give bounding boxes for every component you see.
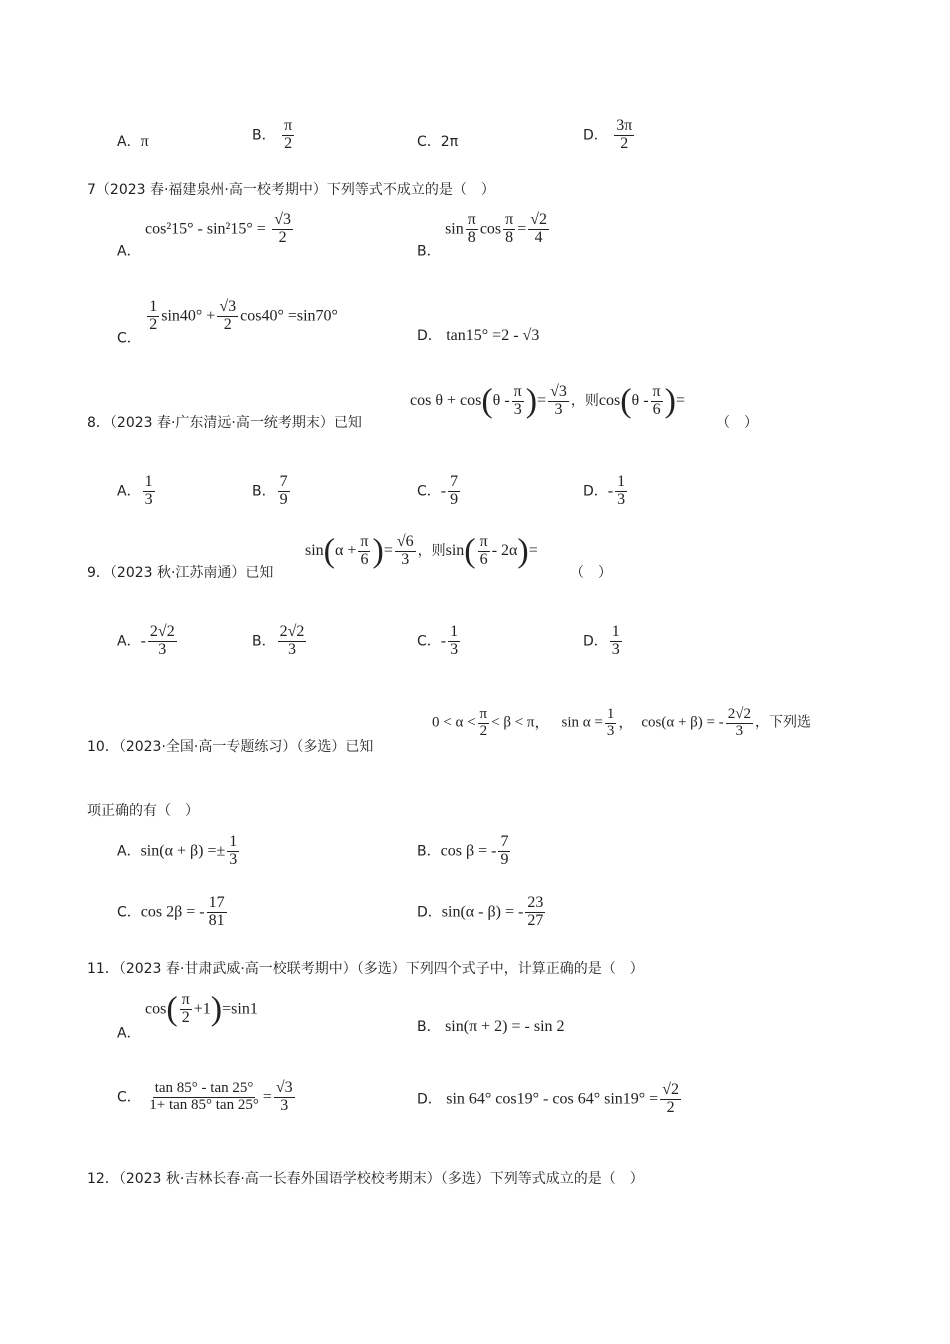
q7-option-b (417, 212, 551, 260)
numerator: π (505, 211, 514, 228)
denominator: 1+ tan 85° tan 25° (149, 1096, 259, 1113)
option-label: A． (117, 843, 141, 860)
expression: cos(α + β) = - (641, 714, 724, 731)
q11-stem: 11．（2023 春·甘肃武威·高一校联考期中）（多选）下列四个式子中，计算正确的是（ ） (87, 961, 644, 977)
numerator: √3 (275, 1079, 293, 1096)
denominator: 2 (666, 1098, 675, 1116)
numerator: √3 (274, 211, 292, 228)
fraction (525, 895, 545, 930)
connector: ，则 (417, 542, 446, 559)
fraction (147, 1081, 261, 1114)
fraction (278, 624, 307, 659)
option-label: A． (117, 633, 141, 650)
expression: cos β = - (440, 842, 497, 860)
fraction (512, 384, 524, 419)
fraction (282, 118, 294, 153)
numerator: π (513, 383, 522, 400)
denominator: 4 (534, 228, 543, 246)
denominator: 3 (229, 850, 238, 868)
fraction (726, 707, 753, 740)
fraction (358, 534, 370, 569)
q12-stem: 12．（2023 秋·吉林长春·高一长春外国语学校校考期末）（多选）下列等式成立的是（ ） (87, 1171, 644, 1187)
q8-given-expression: cos θ + cos(θ - $\frac{\pi}{3}$ )= $\frac{√3}{3}$ ，则cos(θ - $\frac{\pi}{6}$ )= (410, 382, 685, 420)
q7-option-d (417, 325, 539, 345)
q10-option-a (117, 834, 241, 869)
numerator: 17 (208, 894, 225, 911)
expression: cos (598, 391, 621, 409)
numerator: π (479, 533, 488, 550)
option-label: D． (583, 127, 608, 144)
equals: = (537, 391, 547, 409)
q7-stem: 7（2023 春·福建泉州·高一校考期中）下列等式不成立的是（ ） (87, 182, 495, 198)
expression: 0 < α < (432, 714, 476, 731)
q10-option-c (117, 895, 229, 930)
expression: cos θ + cos (410, 391, 482, 409)
denominator: 2 (479, 722, 488, 739)
stem-tail: ，下列选 (754, 714, 811, 731)
numerator: π (284, 117, 293, 134)
numerator: 3π (616, 117, 633, 134)
expression: +1 (193, 1000, 211, 1018)
numerator: π (479, 706, 488, 722)
numerator: 2√2 (279, 623, 305, 640)
fraction (548, 384, 569, 419)
fraction (278, 474, 290, 509)
q9-option-c (417, 624, 462, 659)
option-value: 2π (440, 134, 459, 150)
numerator: 1 (611, 623, 620, 640)
q10-option-b (417, 834, 512, 869)
expression: θ - (492, 391, 510, 409)
q9-given-expression: sin(α + $\frac{\pi}{6}$ )= $\frac{√6}{3}$ ，则sin( $\frac{\pi}{6}$ - 2α)= (305, 532, 538, 570)
denominator: 3 (450, 640, 459, 658)
option-label: D． (417, 904, 442, 921)
numerator: √3 (219, 298, 237, 315)
q10-stem-label: 10．（2023·全国·高一专题练习）（多选）已知 (87, 739, 374, 755)
numerator: 7 (450, 473, 459, 490)
q8-stem-label: 8．（2023 春·广东清远·高一统考期末）已知 (87, 415, 362, 431)
expression: - 2α (491, 541, 518, 559)
denominator: 3 (606, 722, 615, 739)
denominator: 2 (223, 315, 232, 333)
expression: cos²15° - sin²15° = (145, 220, 266, 238)
q6-option-d (583, 118, 636, 153)
denominator: 8 (505, 228, 514, 246)
expression: cos40° =sin70° (240, 307, 338, 325)
option-label: A． (117, 483, 141, 500)
numerator: 7 (500, 833, 509, 850)
numerator: √2 (662, 1081, 679, 1098)
sign: - (140, 632, 146, 650)
numerator: π (360, 533, 369, 550)
denominator: 3 (158, 640, 167, 658)
numerator: 1 (617, 473, 626, 490)
equals: = (383, 541, 393, 559)
fraction (217, 299, 238, 334)
denominator: 2 (278, 228, 287, 246)
equals: = (675, 391, 685, 409)
expression: sin(α + β) =± (140, 842, 226, 860)
option-label: A． (117, 134, 141, 150)
sign: - (607, 482, 614, 500)
expression: cos (145, 1000, 167, 1018)
numerator: 7 (279, 473, 288, 490)
denominator: 3 (513, 400, 522, 418)
denominator: 3 (554, 400, 563, 418)
expression: α + (335, 541, 357, 559)
fraction (148, 624, 177, 659)
numerator: tan 85° - tan 25° (154, 1080, 254, 1097)
numerator: 1 (149, 298, 158, 315)
option-value: π (140, 133, 149, 150)
fraction (395, 534, 416, 569)
sign: - (440, 632, 447, 650)
option-label: C． (417, 633, 441, 650)
q10-conditions (432, 707, 811, 740)
denominator: 3 (280, 1096, 289, 1114)
option-label: B． (417, 843, 441, 860)
fraction (478, 534, 490, 569)
expression: sin (445, 541, 465, 559)
fraction (498, 834, 510, 869)
fraction (615, 474, 627, 509)
expression: sin (445, 220, 464, 238)
fraction (478, 707, 490, 740)
fraction (466, 212, 478, 247)
q8-blank: （ ） (716, 415, 758, 431)
denominator: 3 (401, 550, 410, 568)
denominator: 3 (288, 640, 296, 658)
denominator: 3 (617, 490, 626, 508)
q9-stem-label: 9．（2023 秋·江苏南通）已知 (87, 565, 274, 581)
denominator: 6 (652, 400, 661, 418)
denominator: 6 (360, 550, 369, 568)
denominator: 3 (611, 640, 620, 658)
q11-option-d (417, 1082, 683, 1117)
numerator: π (467, 211, 476, 228)
denominator: 9 (500, 850, 509, 868)
numerator: √3 (550, 383, 567, 400)
expression: < β < π (491, 714, 535, 731)
denominator: 2 (149, 315, 158, 333)
q6-option-b (252, 118, 296, 153)
q6-option-a (117, 131, 149, 151)
denominator: 27 (527, 911, 544, 929)
option-label: B． (252, 127, 276, 144)
q8-option-a (117, 474, 157, 509)
equals: = (517, 220, 527, 238)
q11-option-c (117, 1080, 297, 1115)
q9-option-b (252, 624, 308, 659)
option-label: C． (117, 330, 141, 347)
denominator: 9 (279, 490, 288, 508)
fraction (660, 1082, 681, 1117)
denominator: 2 (284, 134, 293, 152)
fraction (651, 384, 663, 419)
expression: tan15° =2 - √3 (446, 327, 540, 344)
q9-option-d (583, 624, 624, 659)
numerator: 1 (606, 706, 615, 722)
numerator: π (181, 991, 190, 1008)
fraction (448, 474, 460, 509)
option-label: C． (117, 1089, 141, 1106)
fraction (528, 212, 549, 247)
equals: = (262, 1088, 272, 1106)
fraction (207, 895, 227, 930)
expression: sin40° + (161, 307, 216, 325)
denominator: 81 (208, 911, 225, 929)
numerator: 1 (450, 623, 459, 640)
q11-option-b (417, 1016, 565, 1036)
separator: ， (618, 714, 634, 731)
q8-option-d (583, 474, 629, 509)
fraction (448, 624, 460, 659)
q8-option-c (417, 474, 462, 509)
denominator: 2 (181, 1008, 190, 1026)
fraction (274, 1080, 295, 1115)
numerator: 23 (527, 894, 544, 911)
q7-option-c (117, 299, 338, 347)
fraction (272, 212, 293, 247)
option-label: B． (252, 483, 276, 500)
denominator: 2 (620, 134, 629, 152)
fraction (610, 624, 622, 659)
numerator: π (652, 383, 661, 400)
q10-stem-line2: 项正确的有（ ） (87, 803, 199, 819)
fraction (147, 299, 159, 334)
numerator: √6 (396, 533, 414, 550)
option-label: A． (117, 1025, 141, 1042)
numerator: √2 (530, 211, 548, 228)
q6-option-c (417, 131, 458, 151)
numerator: 2√2 (149, 623, 175, 640)
denominator: 8 (467, 228, 476, 246)
denominator: 3 (144, 490, 153, 508)
expression: sin α = (561, 714, 603, 731)
sign: - (440, 482, 447, 500)
fraction (227, 834, 239, 869)
denominator: 9 (450, 490, 459, 508)
option-label: D． (583, 633, 608, 650)
option-label: B． (417, 243, 441, 260)
q9-option-a (117, 624, 179, 659)
option-label: B． (252, 633, 276, 650)
option-label: C． (417, 134, 441, 150)
expression: sin(α - β) = - (441, 903, 524, 921)
expression: θ - (631, 391, 649, 409)
numerator: 1 (229, 833, 238, 850)
expression: cos (479, 220, 502, 238)
expression: cos 2β = - (140, 903, 205, 921)
expression: sin (305, 541, 324, 559)
numerator: 2√2 (727, 706, 751, 722)
option-label: B． (417, 1019, 441, 1035)
connector: ，则 (570, 392, 599, 409)
option-label: D． (583, 483, 608, 500)
expression: sin 64° cos19° - cos 64° sin19° = (446, 1090, 659, 1108)
denominator: 3 (735, 722, 744, 739)
q10-option-d (417, 895, 547, 930)
fraction (180, 992, 192, 1027)
separator: ， (534, 714, 550, 731)
option-label: C． (117, 904, 141, 921)
fraction (614, 118, 634, 153)
expression: sin(π + 2) = - sin 2 (445, 1018, 565, 1035)
q11-option-a: A． cos( $\frac{\pi}{2}$ +1)=sin1 (117, 990, 258, 1042)
option-label: C． (417, 483, 441, 500)
q8-option-b (252, 474, 292, 509)
option-label: D． (417, 1091, 442, 1108)
fraction (143, 474, 155, 509)
option-label: D． (417, 328, 442, 344)
denominator: 6 (479, 550, 488, 568)
numerator: 1 (144, 473, 153, 490)
fraction (605, 707, 617, 740)
equals: = (528, 541, 538, 559)
option-label: A． (117, 243, 141, 260)
q7-option-a (117, 212, 295, 260)
expression: =sin1 (222, 1000, 258, 1018)
q9-blank: （ ） (570, 565, 612, 581)
fraction (503, 212, 515, 247)
